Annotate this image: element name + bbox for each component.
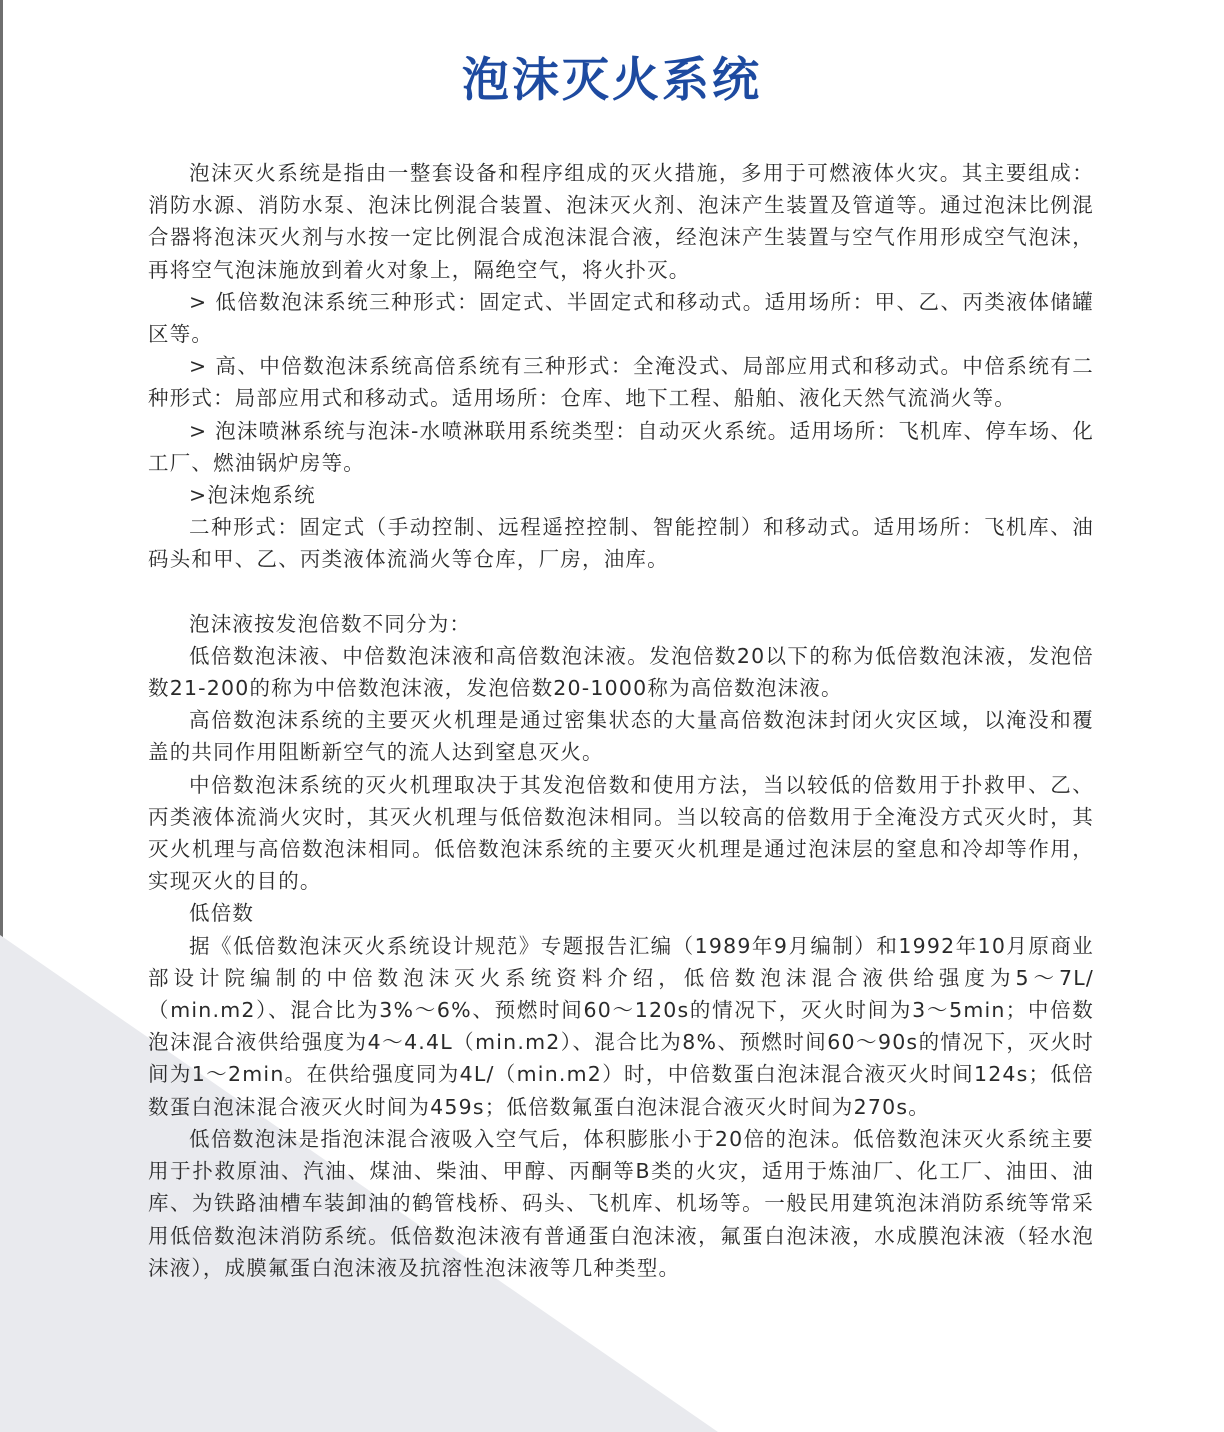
- paragraph-low-expansion-heading: 低倍数: [189, 901, 255, 926]
- page-title: 泡沫灭火系统: [462, 53, 762, 108]
- paragraph-expansion-ratios: 低倍数泡沫液、中倍数泡沫液和高倍数泡沫液。发泡倍数20以下的称为低倍数泡沫液，发泡倍数21-200的称为中倍数泡沫液，发泡倍数20-1000称为高倍数泡沫液。: [148, 643, 1094, 701]
- article-body: [148, 157, 1094, 1284]
- paragraph-classification-heading: 泡沫液按发泡倍数不同分为：: [189, 611, 472, 636]
- paragraph-low-expansion-applications: 低倍数泡沫是指泡沫混合液吸入空气后，体积膨胀小于20倍的泡沫。低倍数泡沫灭火系统主要用于扑救原油、汽油、煤油、柴油、甲醇、丙酮等B类的火灾，适用于炼油厂、化工厂、油田、油库、为铁路油槽车装卸油的鹤管栈桥、码头、飞机库、机场等。一般民用建筑泡沫消防系统等常采用低倍数泡沫消防系统。低倍数泡沫液有普通蛋白泡沫液，氟蛋白泡沫液，水成膜泡沫液（轻水泡沫液），成膜氟蛋白泡沫液及抗溶性泡沫液等几种类型。: [148, 1126, 1094, 1280]
- paragraph-high-medium-expansion-system: > 高、中倍数泡沫系统高倍系统有三种形式：全淹没式、局部应用式和移动式。中倍系统有二种形式：局部应用式和移动式。适用场所：仓库、地下工程、船舶、液化天然气流淌火等。: [148, 354, 1094, 411]
- section-spacer: [148, 576, 1094, 608]
- paragraph-test-data: 据《低倍数泡沫灭火系统设计规范》专题报告汇编（1989年9月编制）和1992年10月原商业部设计院编制的中倍数泡沫灭火系统资料介绍，低倍数泡沫混合液供给强度为5～7L/（min.m2）、混合比为3%～6%、预燃时间60～120s的情况下，灭火时间为3～5min；中倍数泡沫混合液供给强度为4～4.4L（min.m2）、混合比为8%、预燃时间60～90s的情况下，灭火时间为1～2min。在供给强度同为4L/（min.m2）时，中倍数蛋白泡沫混合液灭火时间124s；低倍数蛋白泡沫混合液灭火时间为459s；低倍数氟蛋白泡沫混合液灭火时间为270s。: [148, 933, 1094, 1119]
- paragraph-foam-sprinkler-system: > 泡沫喷淋系统与泡沫-水喷淋联用系统类型：自动灭火系统。适用场所：飞机库、停车场、化工厂、燃油锅炉房等。: [148, 418, 1094, 475]
- paragraph-intro: 泡沫灭火系统是指由一整套设备和程序组成的灭火措施，多用于可燃液体火灾。其主要组成：消防水源、消防水泵、泡沫比例混合装置、泡沫灭火剂、泡沫产生装置及管道等。通过泡沫比例混合器将泡沫灭火剂与水按一定比例混合成泡沫混合液，经泡沫产生装置与空气作用形成空气泡沫，再将空气泡沫施放到着火对象上，隔绝空气，将火扑灭。: [148, 161, 1094, 282]
- paragraph-low-expansion-system: > 低倍数泡沫系统三种形式：固定式、半固定式和移动式。适用场所：甲、乙、丙类液体储罐区等。: [148, 289, 1094, 347]
- paragraph-high-expansion-mechanism: 高倍数泡沫系统的主要灭火机理是通过密集状态的大量高倍数泡沫封闭火灾区域，以淹没和覆盖的共同作用阻断新空气的流人达到窒息灭火。: [148, 708, 1094, 765]
- paragraph-foam-cannon-heading: >泡沫炮系统: [189, 483, 316, 508]
- paragraph-foam-cannon-forms: 二种形式：固定式（手动控制、远程遥控控制、智能控制）和移动式。适用场所：飞机库、油码头和甲、乙、丙类液体流淌火等仓库，厂房，油库。: [148, 515, 1094, 572]
- paragraph-medium-expansion-mechanism: 中倍数泡沫系统的灭火机理取决于其发泡倍数和使用方法，当以较低的倍数用于扑救甲、乙、丙类液体流淌火灾时，其灭火机理与低倍数泡沫相同。当以较高的倍数用于全淹没方式灭火时，其灭火机理与高倍数泡沫相同。低倍数泡沫系统的主要灭火机理是通过泡沫层的窒息和冷却等作用，实现灭火的目的。: [148, 772, 1094, 894]
